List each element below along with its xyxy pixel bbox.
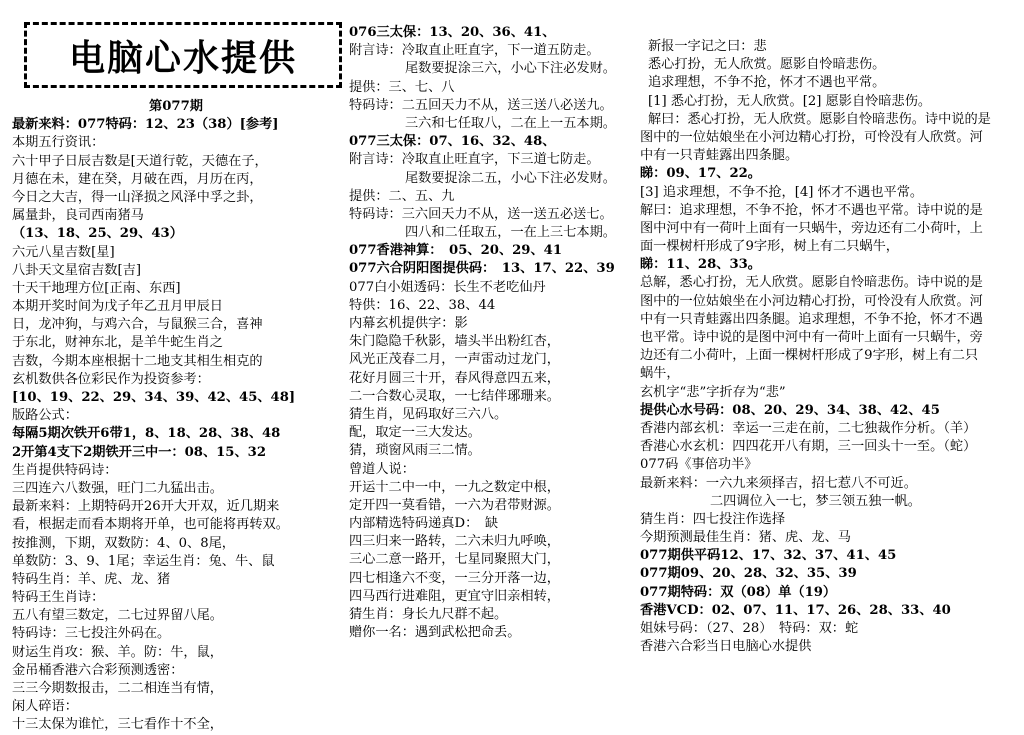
text-line: 香港VCD：02、07、11、17、26、28、33、40 [640, 602, 951, 618]
text-line: 四七相逢六不变，一三分开落一边， [349, 570, 560, 586]
issue-number: 第077期 [149, 99, 203, 114]
text-line: 077期供平码12、17、32、37、41、45 [640, 548, 897, 564]
text-line: 五八有望三数定，二七过界留八尾。 [12, 608, 223, 624]
text-line: 本期五行资讯： [12, 135, 105, 151]
text-line: 单数防：3、9、1尾；幸运生肖：兔、牛、鼠 [12, 553, 275, 569]
text-line: 附言诗：冷取直止旺直字，下三道七防走。 [349, 152, 600, 168]
text-line: 朱门隐隐千秋影，墙头半出粉红杏， [349, 334, 560, 350]
text-line: 玄机数供各位彩民作为投资参考： [12, 371, 210, 387]
text-line: 尾数要捉涂二五，小心下注必发财。 [405, 170, 616, 186]
text-line: 看，根据走而看本期将开单，也可能将再转双。 [12, 517, 289, 533]
text-line: 二四调位入一七，梦三领五独一帆。 [710, 493, 921, 509]
middle-column [349, 24, 635, 642]
text-line: 提供：二、五、九 [349, 188, 455, 204]
text-line: 猜生肖，见码取好三六八。 [349, 406, 508, 422]
text-line: 四三归来一路转，二六未归九呼唤， [349, 534, 560, 550]
text-line: 六元八星吉数[星] [12, 244, 115, 260]
text-line: （13、18、25、29、43） [12, 226, 183, 242]
text-line: 闲人碎语： [12, 699, 78, 715]
text-line: 六十甲子日辰吉数是[天道行乾，天德在子， [12, 153, 268, 169]
text-line: [3] 追求理想，不争不抢，[4] 怀才不遇也平常。 [640, 184, 924, 200]
text-line: 077三太保：07、16、32、48、 [349, 134, 556, 150]
text-line: 解曰：悉心打扮，无人欣赏。愿影自怜暗悲伤。诗中说的是 [648, 111, 991, 127]
text-line: 配，取定一三大发达。 [349, 425, 481, 441]
text-line: [1] 悉心打扮，无人欣赏。[2] 愿影自怜暗悲伤。 [648, 93, 932, 109]
text-line: 四八和二任取五，一在上三七本期。 [405, 225, 616, 241]
text-line: 月德在未，建在癸，月破在西，月历在丙， [12, 171, 263, 187]
text-line: 香港心水玄机：四四花开八有期，三一回头十一至。（蛇） [640, 439, 977, 455]
text-line: 三六和七任取八，二在上一五本期。 [405, 115, 616, 131]
text-line: 特供：16、22、38、44 [349, 297, 496, 313]
text-line: 面一棵树杆形成了9字形，树上有二只蜗牛， [640, 239, 899, 255]
text-line: 赠你一名：遇到武松把命丢。 [349, 625, 521, 641]
text-line: 香港六合彩当日电脑心水提供 [640, 639, 812, 655]
text-line: 生肖提供特码诗： [12, 462, 118, 478]
left-column [12, 98, 340, 735]
text-line: 077六合阴阳图提供码： 13、17、22、39 [349, 261, 615, 277]
text-line: 内幕玄机提供字：影 [349, 316, 468, 331]
text-line: 特码王生肖诗： [12, 590, 105, 606]
text-line: 特码生肖：羊、虎、龙、猪 [12, 571, 171, 587]
text-line: 特码诗：二五回天力不从，送三送八必送九。 [349, 97, 613, 113]
text-line: 提供心水号码：08、20、29、34、38、42、45 [640, 402, 940, 418]
text-line: 076三太保：13、20、36、41、 [349, 25, 556, 40]
text-line: [10、19、22、29、34、39、42、45、48] [12, 390, 296, 405]
text-line: 077期09、20、28、32、35、39 [640, 566, 857, 582]
text-line: 悉心打扮，无人欣赏。愿影自怜暗悲伤。 [648, 57, 886, 73]
text-line: 风光正茂春二月，一声雷动过龙门， [349, 352, 560, 368]
text-line: 077香港神算： 05、20、29、41 [349, 243, 563, 259]
text-line: 财运生肖攻：猴、羊。防：牛，鼠， [12, 644, 223, 660]
page-title: 电脑心水提供 [68, 37, 297, 79]
text-line: 八卦天文星宿吉数[吉] [12, 262, 141, 278]
text-line: 定开四一莫看错，一六为君带财源。 [349, 497, 560, 513]
text-line: 最新来料：一六九来须择吉，招七惹八不可近。 [640, 475, 917, 491]
text-line: 睇：09、17、22。 [640, 166, 761, 182]
text-line: 077白小姐透码：长生不老吃仙丹 [349, 279, 546, 295]
text-line: 今日之大吉，得一山泽损之风泽中孚之卦， [12, 189, 263, 205]
text-line: 开运十二中一中，一九之数定中根， [349, 479, 560, 495]
text-line: 特码诗：三七投注外码在。 [12, 626, 171, 642]
text-line: 解曰：追求理想，不争不抢，怀才不遇也平常。诗中说的是 [640, 202, 983, 218]
text-line: 追求理想，不争不抢，怀才不遇也平常。 [648, 75, 886, 91]
text-line: 四马西行进难阻，更宜守旧亲相转， [349, 588, 560, 604]
text-line: 十天干地理方位[正南、东西] [12, 280, 181, 296]
text-line: 蜗牛， [640, 366, 680, 382]
text-line: 2开第4支下2期铁开三中一：08、15、32 [12, 444, 267, 460]
text-line: 新报一字记之曰：悲 [648, 39, 767, 54]
text-line: 玄机字“悲”字折存为“悲” [640, 384, 786, 400]
text-line: 图中河中有一荷叶上面有一只蜗牛，旁边还有二小荷叶，上 [640, 220, 983, 236]
text-line: 也平常。诗中说的是图中河中有一荷叶上面有一只蜗牛，旁 [640, 330, 983, 345]
text-line: 最新来料：077特码：12、23（38）[参考] [12, 117, 279, 133]
text-line: 花好月圆三十开，春风得意四五来， [349, 370, 560, 386]
text-line: 今期预测最佳生肖：猪、虎、龙、马 [640, 530, 851, 546]
text-line: 猜，琐窗风雨三二情。 [349, 443, 481, 459]
text-line: 每隔5期次铁开6带1，8、18、28、38、48 [12, 426, 281, 442]
text-line: 于东北，财神东北，是羊牛蛇生肖之 [12, 335, 223, 351]
text-line: 边还有二小荷叶，上面一棵树杆形成了9字形，树上有二只 [640, 348, 979, 364]
text-line: 属量卦，良司西南猪马 [12, 208, 144, 224]
text-line: 中有一只青蛙露出四条腿。 [640, 148, 799, 164]
text-line: 日，龙冲狗，与鸡六合，与鼠猴三合，喜神 [12, 317, 263, 333]
text-line: 猜生肖：身长九尺群不起。 [349, 607, 508, 622]
title-banner [24, 22, 342, 88]
text-line: 本期开奖时间为戊子年乙丑月甲辰日 [12, 299, 223, 315]
text-line: 版路公式： [12, 408, 78, 424]
text-line: 077期特码：双（08）单（19） [640, 584, 837, 600]
text-line: 尾数要捉涂三六，小心下注必发财。 [405, 61, 616, 77]
text-line: 最新来料：上期特码开26开大开双，近几期来 [12, 499, 280, 515]
text-line: 金吊桶香港六合彩预测透密： [12, 662, 184, 678]
text-line: 十三太保为谁忙，三七看作十不全， [12, 717, 223, 733]
text-line: 077码《事倍功半》 [640, 457, 758, 473]
text-line: 三四连六八数强，旺门二九猛出击。 [12, 480, 223, 496]
text-line: 图中的一位姑娘坐在小河边精心打扮，可怜没有人欣赏。河 [640, 293, 983, 309]
text-line: 总解，悉心打扮，无人欣赏。愿影自怜暗悲伤。诗中说的是 [640, 275, 983, 291]
text-line: 图中的一位姑娘坐在小河边精心打扮，可怜没有人欣赏。河 [640, 129, 983, 145]
text-line: 三心二意一路开，七星同聚照大门， [349, 552, 560, 568]
text-line: 猜生肖：四七投注作选择 [640, 511, 786, 527]
right-column [640, 38, 1020, 656]
text-line: 曾道人说： [349, 461, 415, 477]
text-line: 内部精选特码递真D： 缺 [349, 516, 499, 532]
text-line: 三三今期数报击，二二相连当有情， [12, 681, 223, 696]
text-line: 香港内部玄机：幸运一三走在前，二七独裁作分析。（羊） [640, 420, 977, 436]
text-line: 特码诗：三六回天力不从，送一送五必送七。 [349, 206, 613, 222]
text-line: 附言诗：冷取直止旺直字，下一道五防走。 [349, 43, 600, 59]
text-line: 按推测，下期，双数防：4、0、8尾， [12, 535, 235, 551]
text-line: 二一合数心灵取，一七结伴琊珊来。 [349, 388, 560, 404]
text-line: 中有一只青蛙露出四条腿。追求理想，不争不抢，怀才不遇 [640, 311, 983, 327]
text-line: 姐妹号码：（27、28） 特码：双：蛇 [640, 621, 859, 636]
text-line: 提供：三、七、八 [349, 79, 455, 95]
text-line: 吉数，今期本座根据十二地支其相生相克的 [12, 353, 263, 369]
text-line: 睇：11、28、33。 [640, 257, 761, 273]
